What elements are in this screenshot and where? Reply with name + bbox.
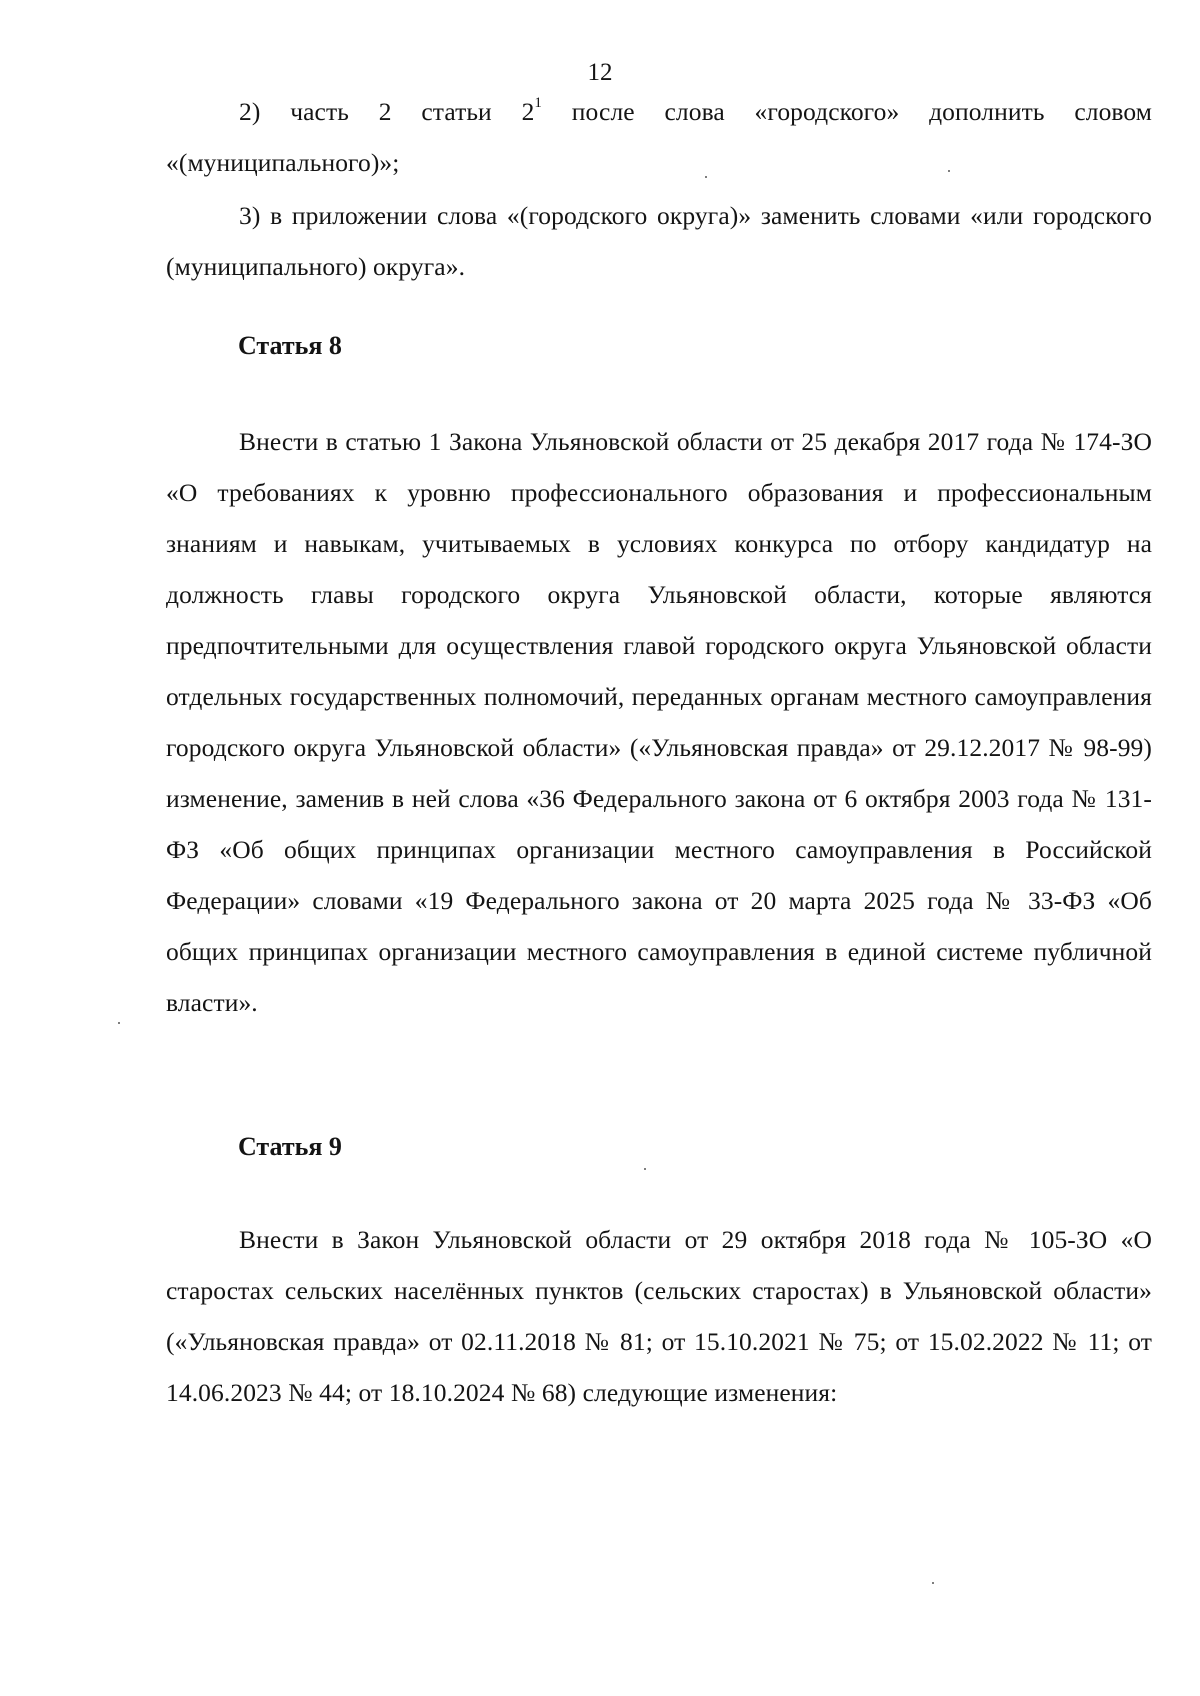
scan-speck [705, 176, 707, 178]
scan-speck [948, 170, 950, 172]
article-9-heading: Статья 9 [238, 1132, 342, 1161]
amendment-item-3: 3) в приложении слова «(городского округа)» заменить словами «или городского (муниципального) округа». [166, 201, 1152, 281]
article-8-body: Внести в статью 1 Закона Ульяновской области от 25 декабря 2017 года № 174-ЗО «О требованиях к уровню профессионального образования и профессиональным знаниям и навыкам, учитываемых в условиях конкурса по отбору кандидатур на должность главы городского округа Ульяновской области, которые являются предпочтительными для осуществления главой городского округа Ульяновской области отдельных государственных полномочий, переданных органам местного самоуправления городского округа Ульяновской области» («Ульяновская правда» от 29.12.2017 № 98-99) изменение, заменив в ней слова «36 Федерального закона от 6 октября 2003 года № 131-ФЗ «Об общих принципах организации местного самоуправления в Российской Федерации» словами «19 Федерального закона от 20 марта 2025 года № 33-ФЗ «Об общих принципах организации местного самоуправления в единой системе публичной власти». [166, 427, 1152, 1017]
scan-speck [118, 1022, 120, 1024]
article-8-heading: Статья 8 [238, 331, 342, 360]
scan-speck [644, 1168, 646, 1170]
amendment-item-2 [166, 86, 1152, 188]
page-number: 12 [587, 59, 613, 86]
item-2-text-start: 2) часть 2 статьи 2 [239, 97, 535, 126]
article-8-section [166, 416, 1152, 1028]
scan-speck [932, 1582, 934, 1584]
item-2-superscript: 1 [534, 94, 543, 111]
article-9-body: Внести в Закон Ульяновской области от 29 октября 2018 года № 105-ЗО «О старостах сельских населённых пунктов (сельских старостах) в Ульяновской области» («Ульяновская правда» от 02.11.2018 № 81; от 15.10.2021 № 75; от 15.02.2022 № 11; от 14.06.2023 № 44; от 18.10.2024 № 68) следующие изменения: [166, 1225, 1152, 1407]
item-2-text-end: после слова «городского» дополнить словом «(муниципального)»; [166, 97, 1152, 177]
amendment-list [166, 86, 1152, 292]
article-9-section [166, 1214, 1152, 1418]
